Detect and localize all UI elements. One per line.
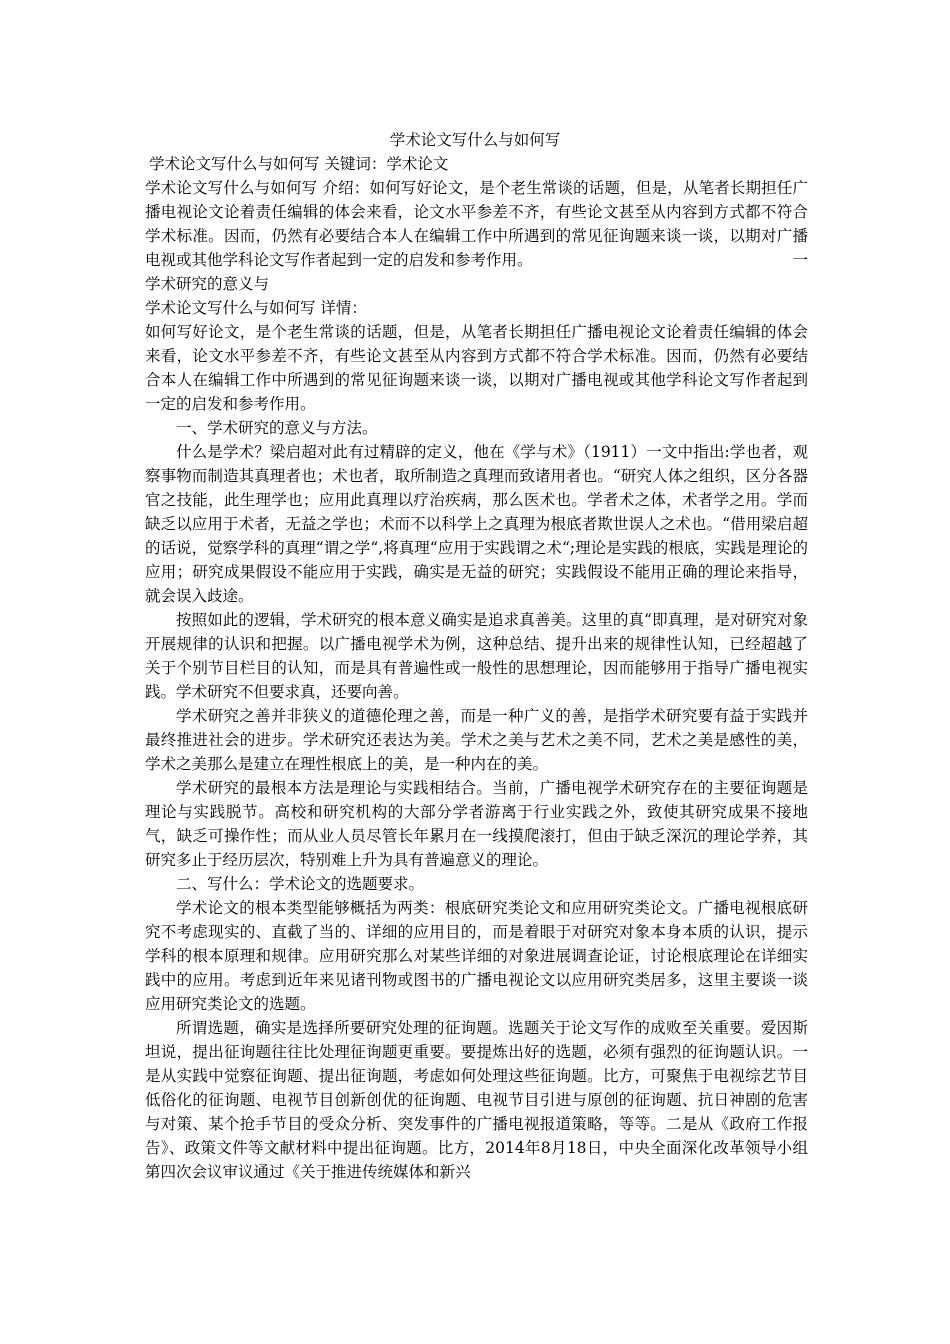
- intro-text: 学术论文写什么与如何写 介绍：如何写好论文，是个老生常谈的话题，但是，从笔者长期担任广播电视论文论着责任编辑的体会来看，论文水平参差不齐，有些论文甚至从内容到方式都不符合学术标准。因而，仍然有必要结合本人在编辑工作中所遇到的常见征询题来谈一谈，以期对广播电视或其他学科论文写作者起到一定的启发和参考作用。: [145, 179, 808, 269]
- section-heading-1: 一、学术研究的意义与方法。: [176, 419, 378, 437]
- paragraph-opening: 如何写好论文，是个老生常谈的话题，但是，从笔者长期担任广播电视论文论着责任编辑的体会来看，论文水平参差不齐，有些论文甚至从内容到方式都不符合学术标准。因而，仍然有必要结合本人在编辑工作中所遇到的常见征询题来谈一谈，以期对广播电视或其他学科论文写作者起到一定的启发和参考作用。: [145, 323, 808, 413]
- paragraph: 按照如此的逻辑，学术研究的根本意义确实是追求真善美。这里的真“即真理，是对研究对象开展规律的认识和把握。以广播电视学术为例，这种总结、提升出来的规律性认知，已经超越了关于个别节目栏目的认知，而是具有普遍性或一般性的思想理论，因而能够用于指导广播电视实践。学术研究不但要求真，还要向善。: [145, 611, 808, 701]
- section-heading-2: 二、写什么：学术论文的选题要求。: [176, 875, 425, 893]
- details-label: 学术论文写什么与如何写 详情：: [145, 299, 367, 317]
- intro-paragraph: [145, 176, 808, 272]
- paragraph: 所谓选题，确实是选择所要研究处理的征询题。选题关于论文写作的成败至关重要。爱因斯坦说，提出征询题往往比处理征询题更重要。要提炼出好的选题，必须有强烈的征询题认识。一是从实践中觉察征询题、提出征询题，考虑如何处理这些征询题。比方，可聚焦于电视综艺节目低俗化的征询题、电视节目创新创优的征询题、电视节目引进与原创的征询题、抗日神剧的危害与对策、某个抢手节目的受众分析、突发事件的广播电视报道策略，等等。二是从《政府工作报告》、政策文件等文献材料中提出征询题。比方，2014年8月18日，中央全面深化改革领导小组第四次会议审议通过《关于推进传统媒体和新兴: [145, 1019, 808, 1181]
- keywords-line: 学术论文写什么与如何写 关键词：学术论文: [149, 155, 449, 173]
- paragraph: 学术论文的根本类型能够概括为两类：根底研究类论文和应用研究类论文。广播电视根底研究不考虑现实的、直截了当的、详细的应用目的，而是着眼于对研究对象本身本质的认识，提示学科的根本原理和规律。应用研究那么对某些详细的对象进展调查论证，讨论根底理论在详细实践中的应用。考虑到近年来见诸刊物或图书的广播电视论文以应用研究类居多，这里主要谈一谈应用研究类论文的选题。: [145, 899, 808, 1013]
- document-body: [145, 152, 808, 1184]
- paragraph: 学术研究之善并非狭义的道德伦理之善，而是一种广义的善，是指学术研究要有益于实践并最终推进社会的进步。学术研究还表达为美。学术之美与艺术之美不同，艺术之美是感性的美，学术之美那么是建立在理性根底上的美，是一种内在的美。: [145, 707, 808, 773]
- paragraph: 学术研究的最根本方法是理论与实践相结合。当前，广播电视学术研究存在的主要征询题是理论与实践脱节。高校和研究机构的大部分学者游离于行业实践之外，致使其研究成果不接地气，缺乏可操作性；而从业人员尽管长年累月在一线摸爬滚打，但由于缺乏深沉的理论学养，其研究多止于经历层次，特别难上升为具有普遍意义的理论。: [145, 779, 808, 869]
- document-title: 学术论文写什么与如何写: [389, 131, 561, 149]
- intro-tail: 学术研究的意义与: [145, 275, 270, 293]
- paragraph: 什么是学术？梁启超对此有过精辟的定义，他在《学与术》（1911）一文中指出:学也者，观察事物而制造其真理者也；术也者，取所制造之真理而致诸用者也。“研究人体之组织，区分各器官之技能，此生理学也；应用此真理以疗治疾病，那么医术也。学者术之体，术者学之用。学而缺乏以应用于术者，无益之学也；术而不以科学上之真理为根底者欺世误人之术也。“借用梁启超的话说，觉察学科的真理“谓之学“,将真理“应用于实践谓之术“;理论是实践的根底，实践是理论的应用；研究成果假设不能应用于实践，确实是无益的研究；实践假设不能用正确的理论来指导，就会误入歧途。: [145, 443, 808, 605]
- intro-section-marker: 一: [792, 251, 808, 269]
